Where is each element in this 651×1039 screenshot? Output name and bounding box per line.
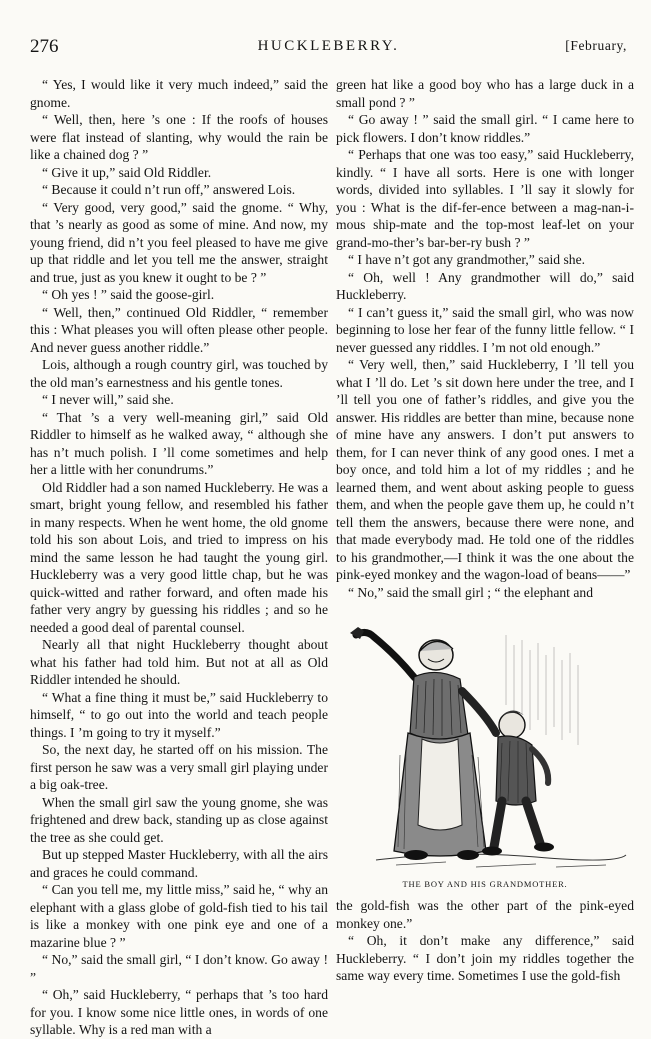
paragraph: So, the next day, he started off on his mission. The first person he saw was a very small girl playing under a big oak-tree. <box>30 742 328 792</box>
paragraph: When the small girl saw the young gnome, she was frightened and drew back, standing up as close against the tree as she could get. <box>30 794 328 845</box>
paragraph: “ Well, then,” continued Old Riddler, “ remember this : What pleases you will often please other people. And never guess another riddle.” <box>30 304 328 355</box>
paragraph: “ Well, then, here ’s one : If the roofs of houses were flat instead of slanting, why would the rain be like a chained dog ? ” <box>30 112 328 162</box>
paragraph: “ That ’s a very well-meaning girl,” said Old Riddler to himself as he walked away, “ although she has n’t much polish. I ’ll come sometimes and help her a little with her conundrums.” <box>30 409 328 477</box>
paragraph: green hat like a good boy who has a large duck in a small pond ? ” <box>336 77 634 110</box>
left-column <box>30 76 328 1039</box>
paragraph: “ Give it up,” said Old Riddler. <box>42 164 212 180</box>
paragraph: Lois, although a rough country girl, was touched by the old man’s earnestness and his gentle tones. <box>30 357 328 390</box>
page-header <box>30 36 627 62</box>
paragraph: “ Go away ! ” said the small girl. “ I came here to pick flowers. I don’t know riddles.” <box>336 112 634 145</box>
section-mark: [February, <box>565 38 627 53</box>
right-column-bottom-text <box>336 897 634 985</box>
paragraph: “ Oh,” said Huckleberry, “ perhaps that ’s too hard for you. I know some nice little ones, in words of one syllable. Why is a red man with a <box>30 987 328 1037</box>
paragraph: “ No,” said the small girl ; “ the elephant and <box>348 584 593 600</box>
paragraph: “ Very good, very good,” said the gnome. “ Why, that ’s nearly as good as some of mine. And now, my young friend, did n’t you feel pleased to have me give up that riddle and let you tell me the answer, straight and true, just as you knew it ought to be ? ” <box>30 199 328 285</box>
paragraph: “ I have n’t got any grandmother,” said she. <box>348 252 586 267</box>
paragraph: “ Oh yes ! ” said the goose-girl. <box>42 287 215 302</box>
paragraph: Nearly all that night Huckleberry thought about what his father had told him. But not at all as Old Riddler intended he should. <box>30 637 328 687</box>
paragraph: “ No,” said the small girl, “ I don’t know. Go away ! ” <box>30 952 328 985</box>
paragraph: “ Because it could n’t run off,” answered Lois. <box>42 182 296 197</box>
paragraph: “ What a fine thing it must be,” said Huckleberry to himself, “ to go out into the world and teach people things. I ’m going to try it myself.” <box>30 689 328 740</box>
illustration-caption: THE BOY AND HIS GRANDMOTHER. <box>402 879 568 889</box>
right-column <box>336 76 634 985</box>
paragraph: the gold-fish was the other part of the pink-eyed monkey one.” <box>336 898 634 931</box>
running-title: HUCKLEBERRY. <box>257 38 400 54</box>
illustration <box>336 615 634 889</box>
paragraph: “ Perhaps that one was too easy,” said Huckleberry, kindly. “ I have all sorts. Here is one with longer words, divided into syllables. I ’ll say it slowly for you : What is the dif-fer-ence between a mag-nan-i-mous ship-mate and the top-most leaf-let on your grand-mo-ther’s bar-ber-ry bush ? ” <box>336 147 634 250</box>
paragraph: “ I can’t guess it,” said the small girl, who was now beginning to lose her fear of the funny little fellow. “ I never guessed any riddles. I ’m not old enough.” <box>336 304 634 355</box>
paragraph: Old Riddler had a son named Huckleberry. He was a smart, bright young fellow, and resembled his father in many respects. When he went home, the old gnome told his son about Lois, and tried to impress on his mind the same lesson he had taught the young girl. Huckleberry was a very good little chap, but he was quick-witted and rather forward, and often made his father very angry by guessing his riddles ; and so he needed a good deal of parental counsel. <box>30 479 329 635</box>
page-number: 276 <box>30 36 59 57</box>
paragraph: “ Very well, then,” said Huckleberry, I ’ll tell you what I ’ll do. Let ’s sit down here under the tree, and I ’ll tell you one of father’s riddles, and give you the answer. His riddles are better than mine, because none of mine have any answers. I don’t put answers to them, for I can never think of any good ones. I met a boy once, and told him a lot of my riddles ; and he learned them, and went about asking people to guess them, and when the people gave them up, he could n’t tell them the answers, because there were none, and that made everybody mad. He told one of the riddles to his grandmother,—I think it was the one about the pink-eyed monkey and the wagon-load of beans——” <box>336 357 634 582</box>
paragraph: But up stepped Master Huckleberry, with all the airs and graces he could command. <box>30 847 328 880</box>
grandmother-engraving <box>336 615 634 875</box>
paragraph: “ Yes, I would like it very much indeed,” said the gnome. <box>30 77 328 110</box>
paragraph: “ I never will,” said she. <box>42 392 174 407</box>
paragraph: “ Oh, well ! Any grandmother will do,” said Huckleberry. <box>336 269 634 302</box>
right-column-top-text <box>336 76 634 601</box>
paragraph: “ Oh, it don’t make any difference,” said Huckleberry. “ I don’t join my riddles together the same way every time. Sometimes I use the gold-fish <box>336 933 634 983</box>
paragraph: “ Can you tell me, my little miss,” said he, “ why an elephant with a glass globe of gold-fish tied to his tail is like a monkey with one pink eye and one of a mazarine blue ? ” <box>30 882 328 950</box>
